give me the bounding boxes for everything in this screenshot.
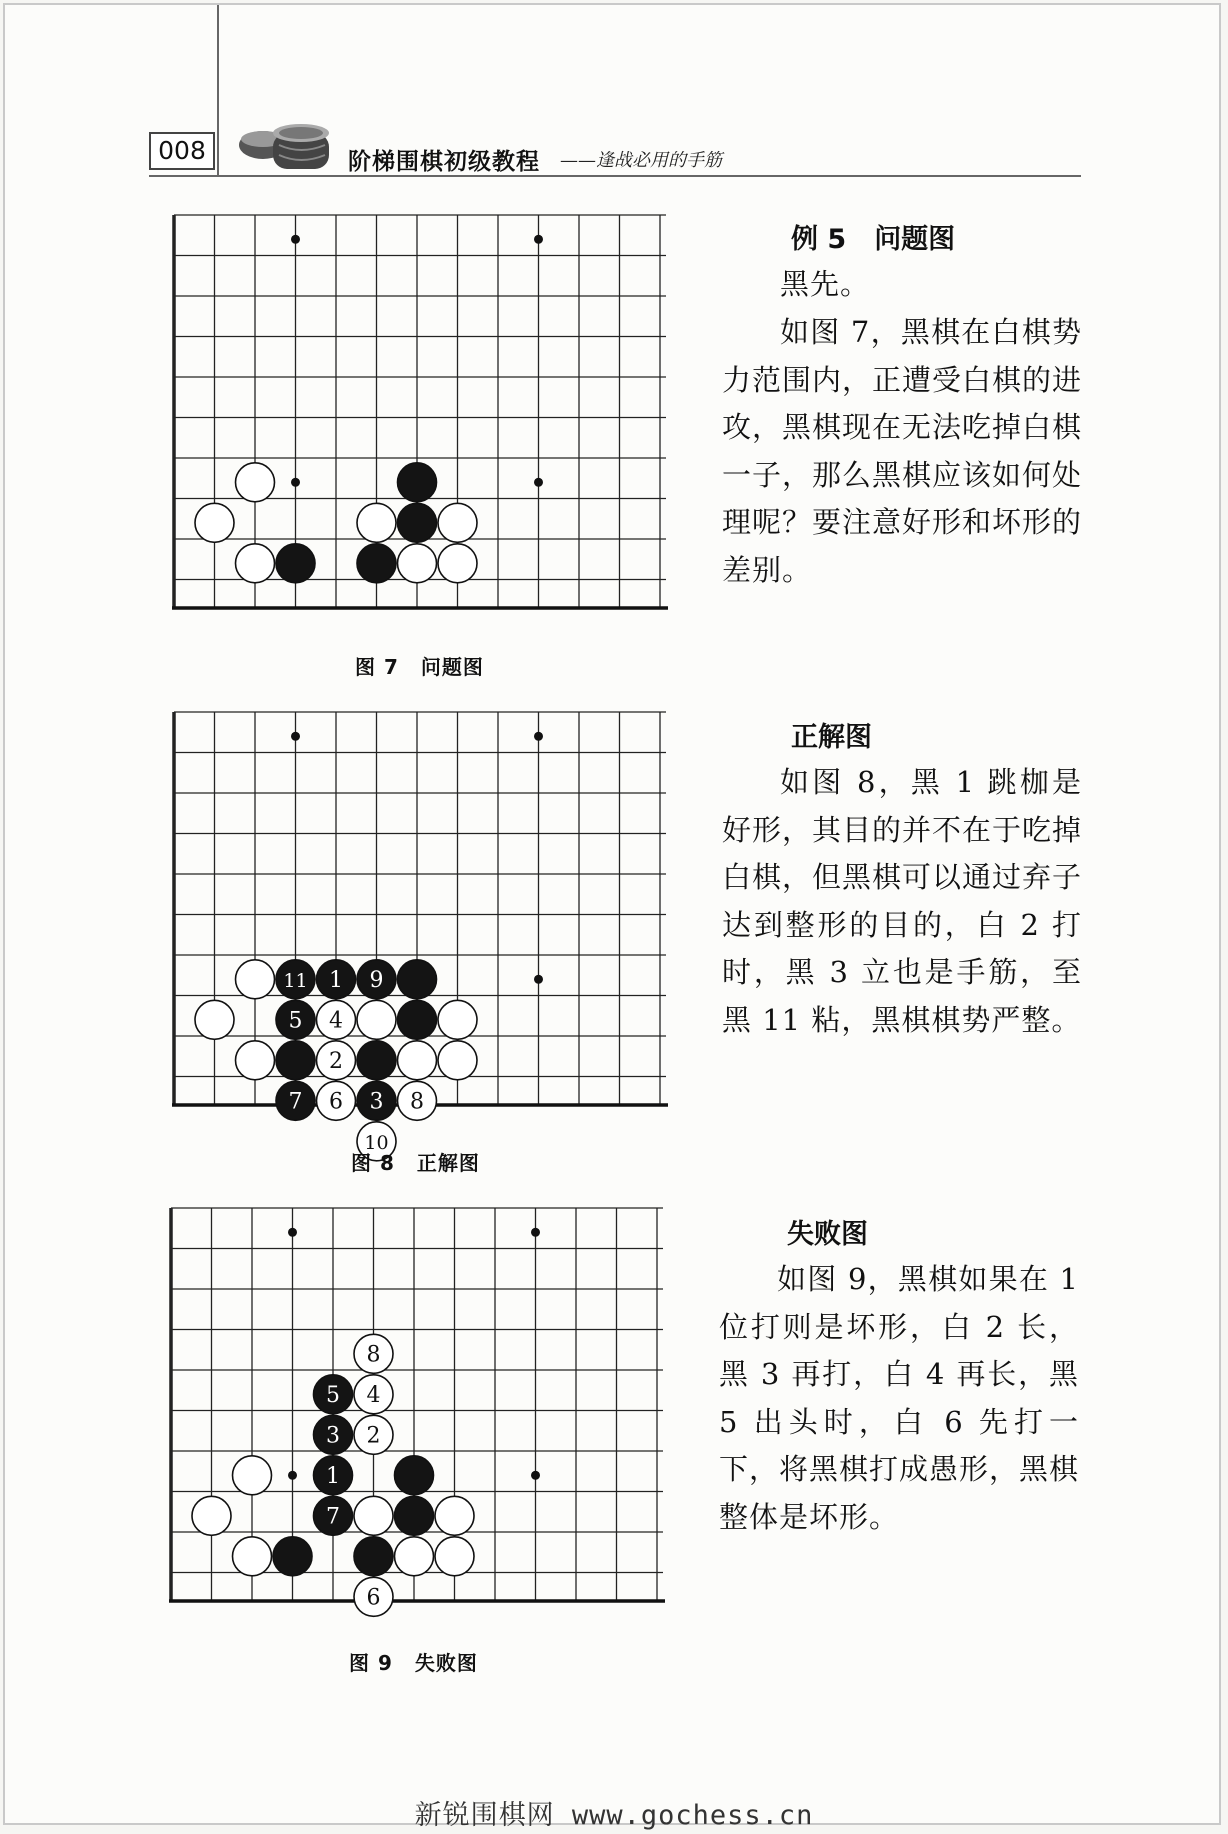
star-point [534, 975, 543, 984]
go-board-fig7 [168, 215, 688, 613]
header-vertical-rule [217, 5, 219, 175]
section-paragraph: 如图 8，黑 1 跳枷是好形，其目的并不在于吃掉白棋，但黑棋可以通过弃子达到整形的目的，白 2 打时，黑 3 立也是手筋，至黑 11 粘，黑棋棋势严整。 [722, 765, 1083, 1037]
star-point [531, 1471, 540, 1480]
star-point [534, 235, 543, 244]
page-number: 008 [149, 132, 215, 170]
black-stone [395, 1496, 434, 1535]
white-stone [236, 1041, 275, 1080]
book-page [3, 3, 1221, 1825]
figure-caption-fig8 [351, 1147, 502, 1176]
white-stone [395, 1537, 434, 1576]
white-stone [354, 1577, 393, 1616]
star-point [288, 1471, 297, 1480]
section-title-correct [791, 715, 872, 754]
go-board-fig8 [168, 712, 688, 1154]
black-stone [354, 1537, 393, 1576]
move-number: 5 [326, 1382, 340, 1408]
section-paragraph: 如图 9，黑棋如果在 1 位打则是坏形，白 2 长，黑 3 再打，白 4 再长，黑 5 出头时，白 6 先打一下，将黑棋打成愚形，黑棋整体是坏形。 [719, 1262, 1080, 1534]
white-stone [354, 1375, 393, 1414]
star-point [288, 1228, 297, 1237]
header-rule [149, 175, 1081, 177]
move-number: 8 [410, 1089, 424, 1115]
white-stone [357, 503, 396, 542]
white-stone [236, 463, 275, 502]
star-point [291, 235, 300, 244]
site-watermark: 新锐围棋网 www.gochess.cn [414, 1800, 814, 1831]
white-stone [192, 1496, 231, 1535]
move-number: 4 [329, 1008, 343, 1034]
move-number: 1 [329, 967, 343, 993]
caption-title: 正解图 [416, 1151, 480, 1175]
black-stone [398, 463, 437, 502]
black-stone [398, 503, 437, 542]
white-stone [233, 1537, 272, 1576]
book-title: 阶梯围棋初级教程 [348, 149, 540, 175]
caption-number: 图 7 [355, 655, 399, 679]
white-stone [236, 544, 275, 583]
black-stone [357, 960, 396, 999]
white-stone [233, 1456, 272, 1495]
black-stone [317, 960, 356, 999]
section-heading: 正解图 [791, 722, 872, 753]
white-stone [195, 1000, 234, 1039]
star-point [291, 478, 300, 487]
black-stone [276, 1000, 315, 1039]
black-stone [398, 1000, 437, 1039]
black-stone [398, 960, 437, 999]
black-stone [357, 544, 396, 583]
white-stone [354, 1334, 393, 1373]
section-paragraph: 如图 7，黑棋在白棋势力范围内，正遭受白棋的进攻，黑棋现在无法吃掉白棋一子，那么黑棋应该如何处理呢？要注意好形和坏形的差别。 [722, 315, 1083, 587]
section-heading: 失败图 [787, 1219, 868, 1250]
caption-title: 失败图 [414, 1651, 478, 1675]
star-point [534, 732, 543, 741]
go-bowls-icon [233, 115, 333, 175]
star-point [531, 1228, 540, 1237]
move-number: 11 [283, 969, 308, 992]
book-subtitle: ——逢战必用的手筋 [560, 150, 722, 171]
move-number: 8 [366, 1342, 381, 1368]
move-number: 6 [366, 1585, 381, 1611]
figure-caption-fig7 [355, 651, 506, 680]
caption-title: 问题图 [420, 655, 484, 679]
move-number: 10 [364, 1131, 389, 1154]
move-number: 7 [288, 1089, 303, 1115]
section-title-example5 [791, 217, 955, 256]
white-stone [354, 1415, 393, 1454]
white-stone [438, 1000, 477, 1039]
black-stone [273, 1537, 312, 1576]
move-number: 6 [329, 1089, 343, 1115]
move-number: 7 [326, 1504, 340, 1530]
move-number: 5 [288, 1008, 303, 1034]
black-stone [395, 1456, 434, 1495]
go-board-fig9 [165, 1208, 685, 1611]
move-number: 1 [326, 1463, 340, 1489]
section-heading: 问题图 [874, 224, 956, 255]
black-stone [314, 1375, 353, 1414]
move-number: 3 [326, 1423, 340, 1449]
black-stone [276, 544, 315, 583]
white-stone [438, 1041, 477, 1080]
white-stone [354, 1496, 393, 1535]
white-stone [236, 960, 275, 999]
white-stone [357, 1000, 396, 1039]
black-stone [314, 1456, 353, 1495]
move-number: 4 [366, 1382, 381, 1408]
caption-number: 图 9 [349, 1651, 393, 1675]
section-number: 例 5 [791, 224, 847, 255]
section-paragraph: 黑先。 [780, 267, 871, 301]
white-stone [438, 544, 477, 583]
star-point [291, 732, 300, 741]
black-stone [276, 1041, 315, 1080]
white-stone [317, 1000, 356, 1039]
white-stone [398, 1081, 437, 1120]
black-stone [357, 1041, 396, 1080]
move-number: 2 [329, 1048, 343, 1074]
black-stone [314, 1415, 353, 1454]
black-stone [276, 1081, 315, 1120]
white-stone [317, 1081, 356, 1120]
white-stone [398, 1041, 437, 1080]
white-stone [435, 1496, 474, 1535]
black-stone [276, 960, 315, 999]
section-title-failure [787, 1212, 868, 1251]
caption-number: 图 8 [351, 1151, 395, 1175]
move-number: 2 [366, 1423, 381, 1449]
white-stone [438, 503, 477, 542]
white-stone [398, 544, 437, 583]
move-number: 3 [369, 1089, 384, 1115]
white-stone [435, 1537, 474, 1576]
figure-caption-fig9 [349, 1647, 500, 1676]
move-number: 9 [369, 967, 384, 993]
black-stone [314, 1496, 353, 1535]
black-stone [357, 1081, 396, 1120]
white-stone [195, 503, 234, 542]
white-stone [317, 1041, 356, 1080]
star-point [534, 478, 543, 487]
